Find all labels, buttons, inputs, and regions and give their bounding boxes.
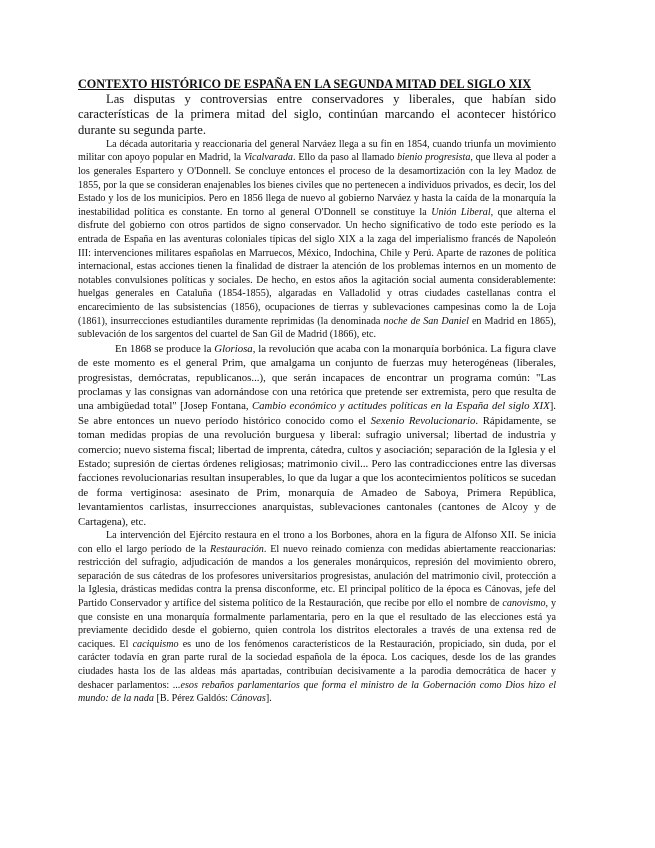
text: La intervención del Ejército restaura en el trono a los Borbones, ahora en la figura de Alfonso XII. Se inicia con ello el largo período de la <box>78 530 556 555</box>
paragraph-gloriosa <box>78 342 556 529</box>
term-vicalvarada: Vicalvarada <box>243 152 293 164</box>
paragraph-restauracion <box>78 529 556 706</box>
text: , y que consiste en una monarquía formalmente parlamentaria, pero en la que el resultado de las elecciones está ya previamente decidido desde el gobierno, quien controla los distritos electorales a través de una extensa red de caciques. El <box>78 598 556 650</box>
paragraph-intro <box>78 92 556 138</box>
term-gloriosa: Gloriosa <box>214 342 253 355</box>
term-sexenio: Sexenio Revolucionario <box>370 414 476 427</box>
term-caciquismo: caciquismo <box>132 638 179 650</box>
text: , que alterna el disfrute del gobierno con otros partidos de signo conservador. Un hecho significativo de todo este período es la entrada de España en las aventuras coloniales típicas del siglo XIX a la zaga del imperialismo francés de Napoleón III: intervenciones militares españolas en Marruecos, México, Indochina, Chile y Perú. Aparte de razones de política internacional, estas acciones tienen la finalidad de distraer la atención de los problemas internos en un momento de notables convulsiones políticas y sociales. De hecho, en estos años la agitación social aumenta considerablemente: huelgas generales en Cataluña (1854-1855), algaradas en Valladolid y otras ciudades castellanas contra el encarecimiento de las subsistencias (1856), ocupaciones de tierras y sublevaciones campesinas como la de Loja (1861), insurrecciones estudiantiles duramente reprimidas (la denominada <box>78 206 556 327</box>
quote-galdos: ...esos rebaños parlamentarios que forma el ministro de la Gobernación como Dios hizo el mundo: de la nada <box>78 679 556 705</box>
term-union-liberal: Unión Liberal <box>431 206 491 218</box>
term-restauracion: Restauración <box>210 543 264 555</box>
paragraph-narvaez <box>78 138 556 342</box>
text: . El nuevo reinado comienza con medidas abiertamente reaccionarias: restricción del sufragio, adjudicación de mandos a los generales monárquicos, represión del movimiento obrero, separación de sus cátedras de los profesores universitarios progresistas, anulación del matrimonio civil, protección a la Iglesia, drásticas medidas contra la prensa disconforme, etc. El principal político de la época es Cánovas, jefe del Partido Conservador y artífice del sistema político de la Restauración, que recibe por ello el nombre de <box>78 543 556 610</box>
text: es uno de los fenómenos característicos de la Restauración, propiciado, sin duda, por el carácter todavía en gran parte rural de la sociedad española de la época. Los caciques, desde los de las grandes ciudades hasta los de las aldeas más apartadas, contribuían decisivamente a la parodia democrática de hacer y deshacer parlamentos: <box>78 638 556 691</box>
citation-fontana: Cambio económico y actitudes políticas en la España del siglo XIX <box>251 400 550 413</box>
term-bienio-progresista: bienio progresista <box>397 152 471 164</box>
text: . Ello da paso al llamado <box>292 152 398 164</box>
citation-canovas: Cánovas <box>230 693 266 705</box>
text: ]. <box>265 693 272 705</box>
text: , la revolución que acaba con la monarquía borbónica. La figura clave de este momento es el general Prim, que amalgama un conjunto de fuerzas muy heterogéneas (liberales, progresistas, demócratas, republicanos...), que serán incapaces de encontrar un programa común: "Las proclamas y las consignas van adornándose con una retórica que pretende ser extremista, pero que resulta de una ambigüedad total" [Josep Fontana, <box>78 342 556 413</box>
text: Las disputas y controversias entre conservadores y liberales, que habían sido características de la primera mitad del siglo, continúan marcando el acontecer histórico durante su segunda parte. <box>78 92 556 137</box>
text: [B. Pérez Galdós: <box>153 693 231 705</box>
document-title: CONTEXTO HISTÓRICO DE ESPAÑA EN LA SEGUNDA MITAD DEL SIGLO XIX <box>78 77 532 91</box>
term-canovismo: canovismo <box>502 598 546 610</box>
text: , que lleva al poder a los generales Espartero y O'Donnell. Se concluye entonces el proceso de la desamortización con la ley Madoz de 1855, por la que se consideran enajenables los bienes civiles que no pertenecen a individuos privados, es decir, los del Estado y los de los municipios. Pero en 1856 llega de nuevo al gobierno Narváez y hasta la caída de la monarquía la inestabilidad política es constante. En torno al general O'Donnell se constituye la <box>78 152 556 218</box>
text: En 1868 se produce la <box>115 342 215 355</box>
text: en Madrid en 1865), sublevación de los sargentos del cuartel de San Gil de Madrid (1866), etc. <box>78 315 556 341</box>
text: ]. Se abre entonces un nuevo período histórico conocido como el <box>78 400 556 427</box>
text: La década autoritaria y reaccionaria del general Narváez llega a su fin en 1854, cuando triunfa un movimiento militar con apoyo popular en Madrid, la <box>78 138 556 164</box>
text: . Rápidamente, se toman medidas propias de una revolución burguesa y liberal: sufragio universal; libertad de industria y comercio; nuevo sistema fiscal; libertad de imprenta, cátedra, cultos y asociación; separación de la Iglesia y el Estado; supresión de ciertas órdenes religiosas; matrimonio civil... Pero las contradicciones entre las diversas facciones revolucionarias resultan insuperables, lo que da lugar a que los acontecimientos políticos se sucedan de forma vertiginosa: asesinato de Prim, monarquía de Amadeo de Saboya, Primera República, levantamientos carlistas, insurrecciones anarquistas, sublevaciones cantonales (cantones de Alcoy y de Cartagena), etc. <box>78 414 556 528</box>
document-page <box>78 76 556 706</box>
term-noche-san-daniel: noche de San Daniel <box>383 315 469 327</box>
